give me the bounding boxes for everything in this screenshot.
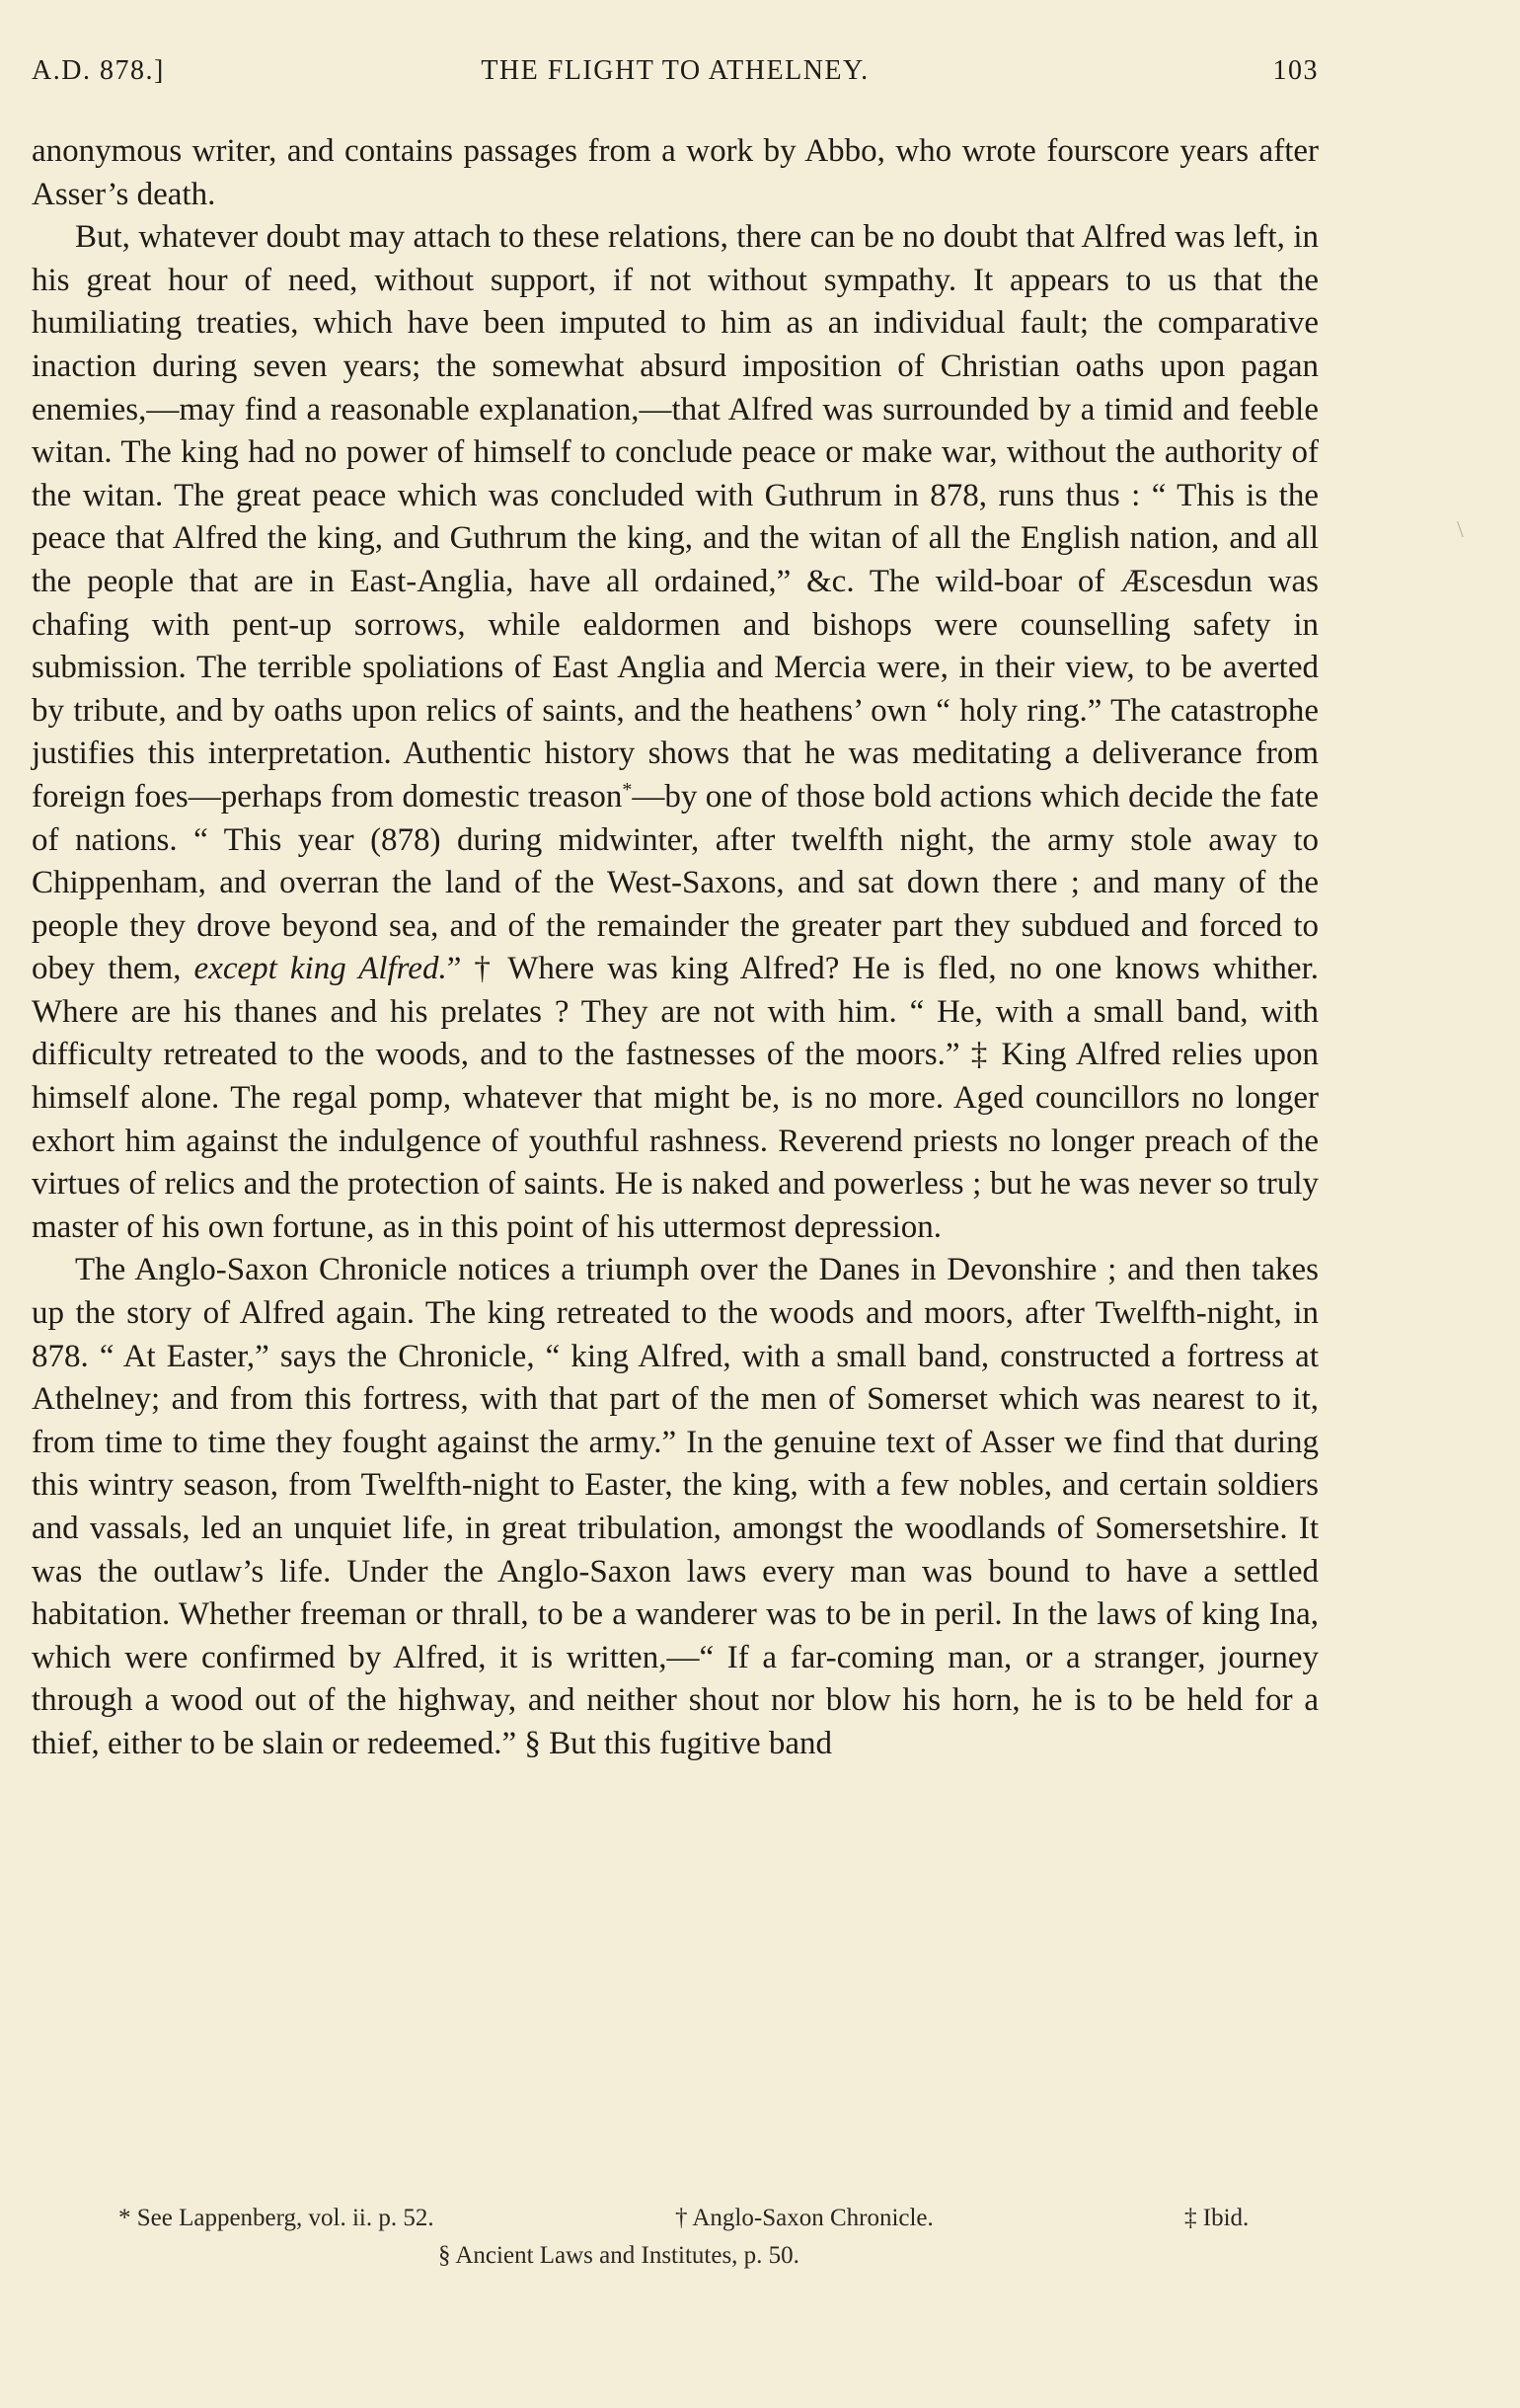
page-number: 103	[1272, 55, 1319, 86]
paragraph-witan	[32, 216, 1319, 1249]
paragraph-witan-part-c: ” † Where was king Alfred? He is fled, no one knows whither. Where are his thanes and his prelates ? They are not with him. “ He, with a small band, with difficulty retreated to the woods, and to the fastnesses of the moors.” ‡ King Alfred relies upon himself alone. The regal pomp, whatever that might be, is no more. Aged councillors no longer exhort him against the indulgence of youthful rashness. Reverend priests no longer preach of the virtues of relics and the protection of saints. He is naked and powerless ; but he was never so truly master of his own fortune, as in this point of his uttermost depression.	[32, 951, 1319, 1245]
italic-quote: except king Alfred.	[193, 951, 447, 987]
footnote-chronicle: † Anglo-Saxon Chronicle.	[675, 2205, 934, 2231]
footnote-ibid: ‡ Ibid.	[1184, 2205, 1250, 2231]
running-head	[32, 55, 1319, 95]
date-marker: A.D. 878.]	[32, 55, 165, 86]
footnote-row	[32, 2237, 1319, 2275]
footnote-lappenberg: * See Lappenberg, vol. ii. p. 52.	[118, 2205, 434, 2231]
paragraph-witan-part-a: But, whatever doubt may attach to these relations, there can be no doubt that Alfred was left, in his great hour of need, without support, if not without sympathy. It appears to us that the humiliating treaties, which have been imputed to him as an individual fault; the comparative inaction during seven years; the somewhat absurd imposition of Christian oaths upon pagan enemies,—may find a reasonable explanation,—that Alfred was surrounded by a timid and feeble witan. The king had no power of himself to conclude peace or make war, without the authority of the witan. The great peace which was concluded with Guthrum in 878, runs thus : “ This is the peace that Alfred the king, and Guthrum the king, and the witan of all the English nation, and all the people that are in East-Anglia, have all ordained,” &c. The wild-boar of Æscesdun was chafing with pent-up sorrows, while ealdormen and bishops were counselling safety in submission. The terrible spoliations of East Anglia and Mercia were, in their view, to be averted by tribute, and by oaths upon relics of saints, and the heathens’ own “ holy ring.” The catastrophe justifies this interpretation. Authentic history shows that he was meditating a deliverance from foreign foes—perhaps from domestic treason	[32, 219, 1319, 815]
body-text	[32, 130, 1319, 1766]
chapter-title: THE FLIGHT TO ATHELNEY.	[481, 55, 870, 86]
margin-mark: \	[1457, 517, 1464, 543]
paragraph-witan-part-b: —by one of those bold actions which decide the fate of nations. “ This year (878) during midwinter, after twelfth night, the army stole away to Chippenham, and overran the land of the West-Saxons, and sat down there ; and many of the people they drove beyond sea, and of the remainder the greater part they subdued and forced to obey them,	[32, 778, 1319, 987]
footnote-row	[32, 2200, 1319, 2237]
footnotes	[32, 2200, 1319, 2275]
paragraph-chronicle: The Anglo-Saxon Chronicle notices a triumph over the Danes in Devonshire ; and then takes up the story of Alfred again. The king retreated to the woods and moors, after Twelfth-night, in 878. “ At Easter,” says the Chronicle, “ king Alfred, with a small band, constructed a fortress at Athelney; and from this fortress, with that part of the men of Somerset which was nearest to it, from time to time they fought against the army.” In the genuine text of Asser we find that during this wintry season, from Twelfth-night to Easter, the king, with a few nobles, and certain soldiers and vassals, led an unquiet life, in great tribulation, amongst the woodlands of Somersetshire. It was the outlaw’s life. Under the Anglo-Saxon laws every man was bound to have a settled habitation. Whether freeman or thrall, to be a wanderer was to be in peril. In the laws of king Ina, which were confirmed by Alfred, it is written,—“ If a far-coming man, or a stranger, journey through a wood out of the highway, and neither shout nor blow his horn, he is to be held for a thief, either to be slain or redeemed.” § But this fugitive band	[32, 1252, 1319, 1761]
footnote-ancient-laws: § Ancient Laws and Institutes, p. 50.	[438, 2242, 799, 2269]
footnote-ref-asterisk: *	[622, 778, 633, 801]
paragraph-continued: anonymous writer, and contains passages from a work by Abbo, who wrote fourscore years after Asser’s death.	[32, 133, 1319, 212]
